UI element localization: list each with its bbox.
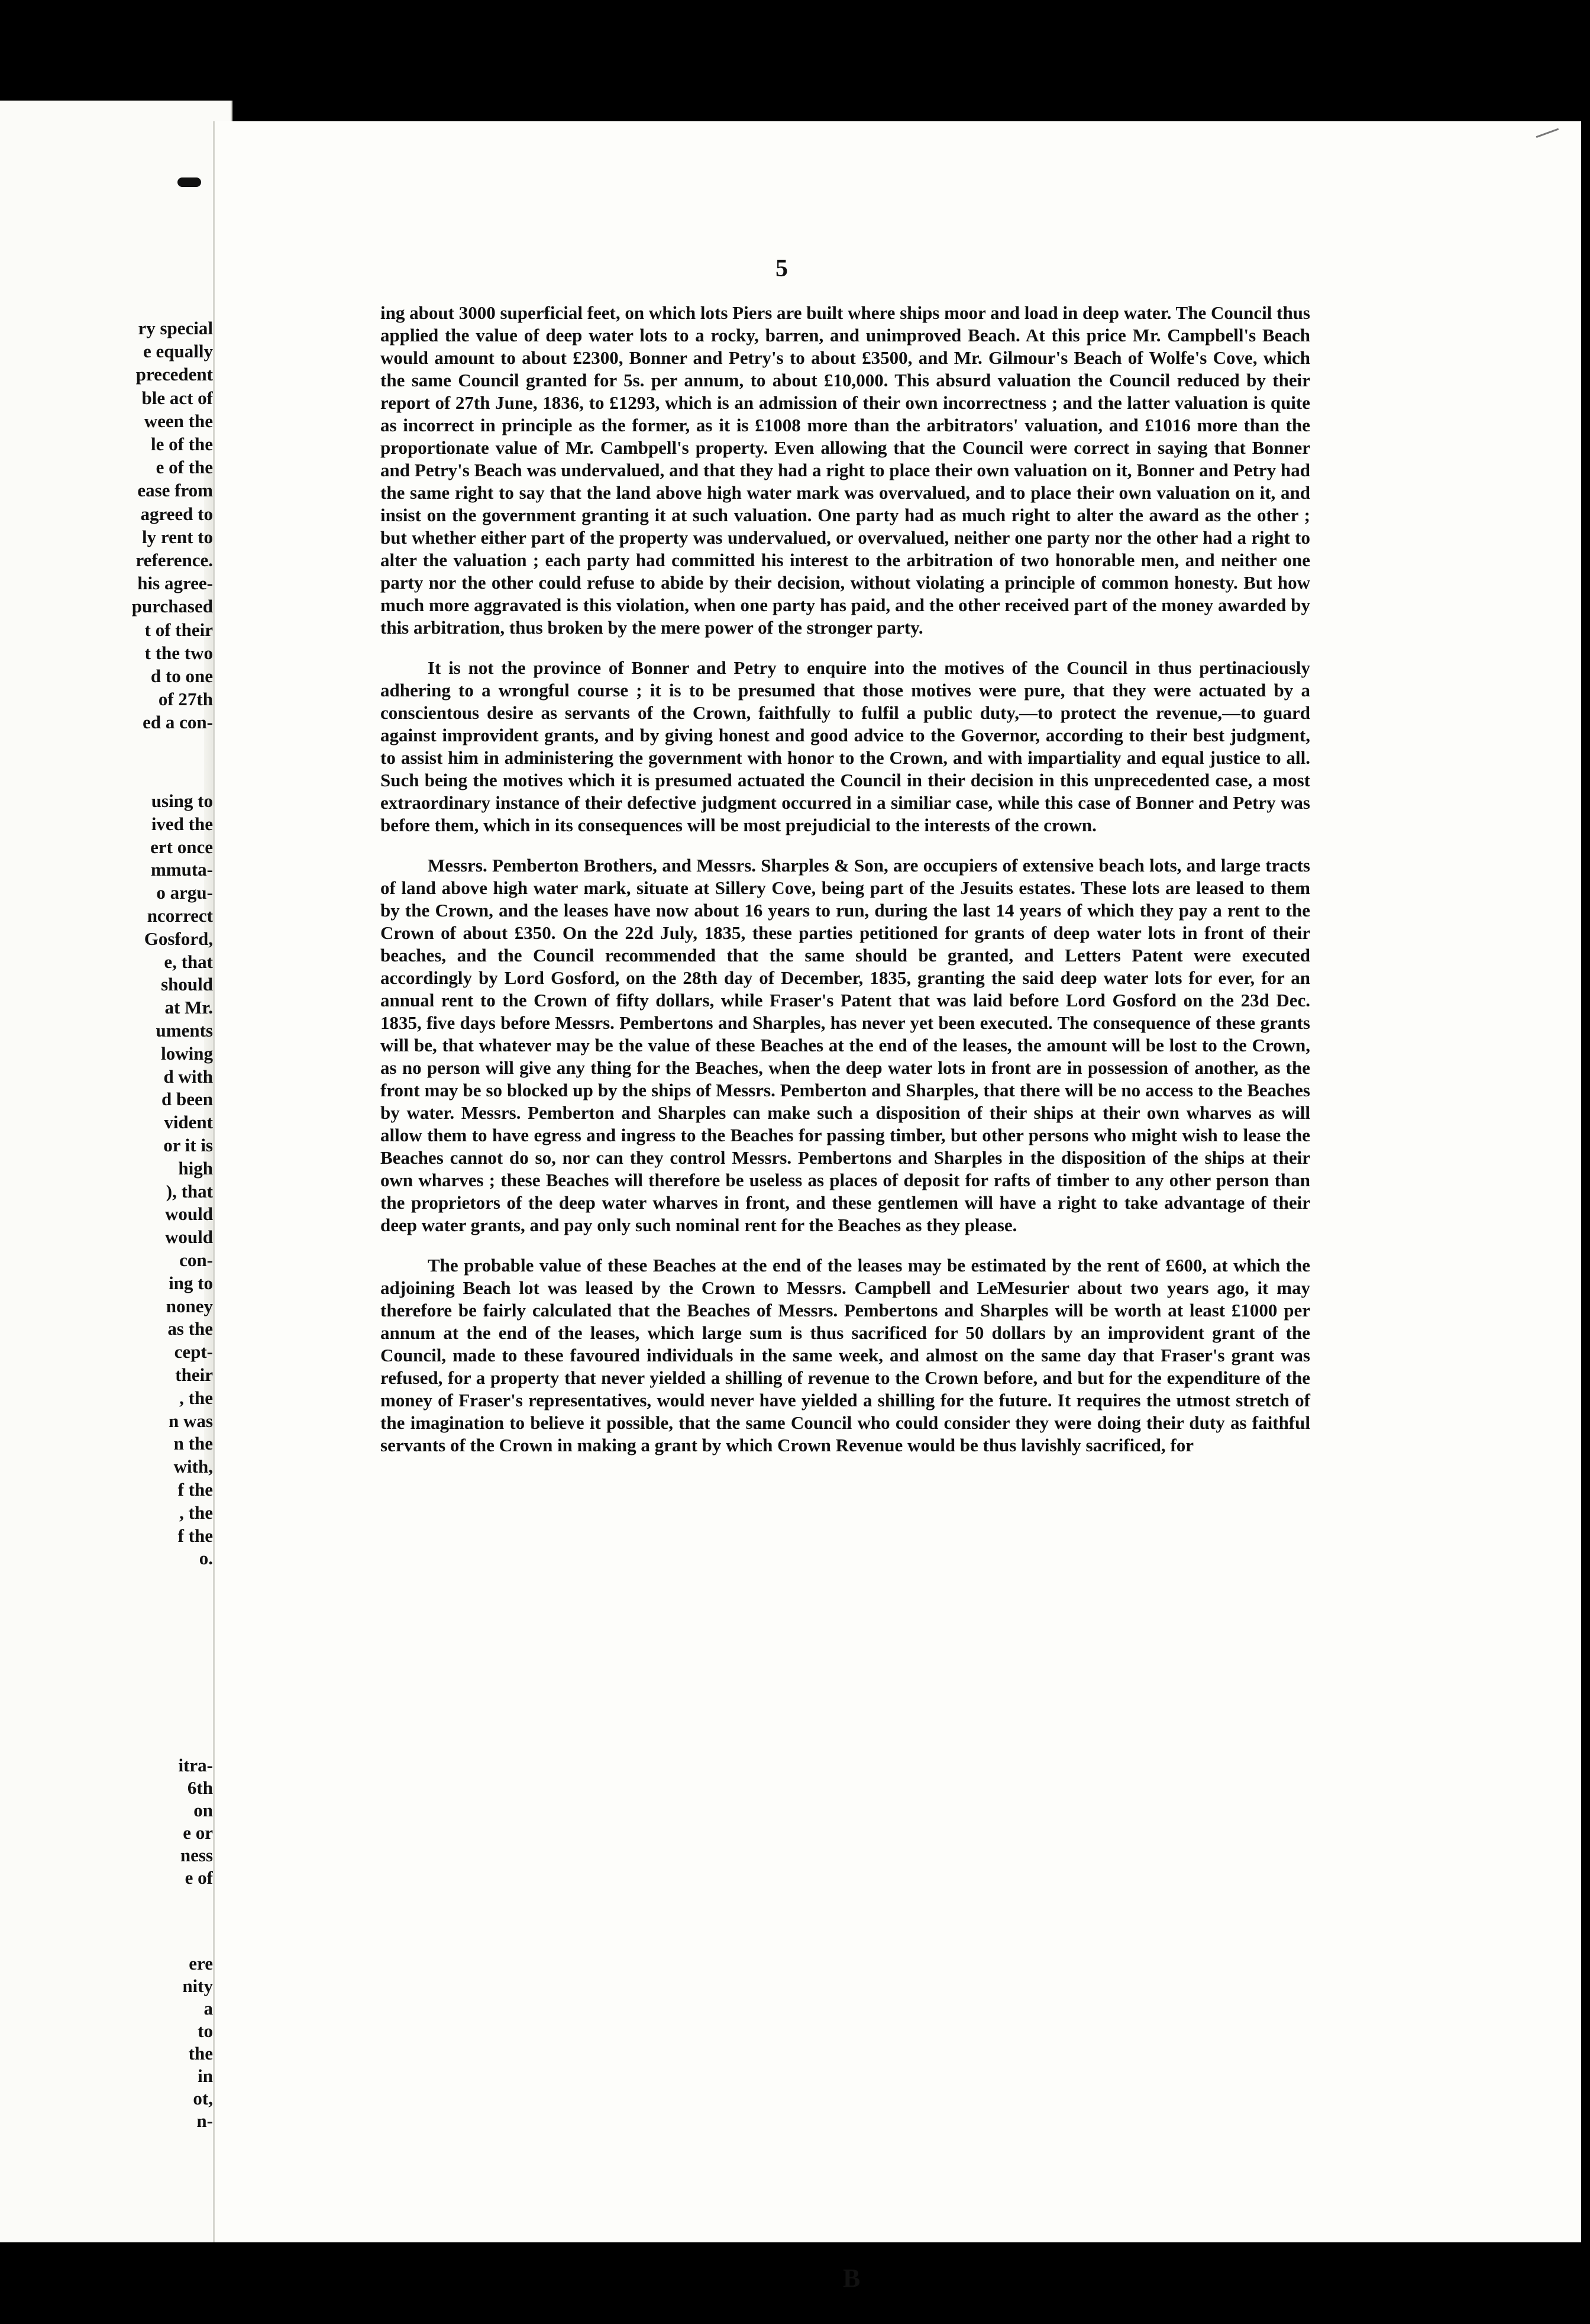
left-page-text-line: e or [183, 1822, 213, 1843]
left-page-text-line: nity [182, 1976, 213, 1996]
left-page-text-line: agreed to [140, 503, 213, 524]
left-page-text-middle [124, 790, 213, 1570]
left-facing-page [0, 101, 232, 2242]
left-page-text-top [124, 317, 213, 734]
left-page-text-line: itra- [178, 1755, 213, 1776]
left-page-text-line: their [175, 1364, 213, 1385]
left-page-text-line: t of their [144, 619, 213, 640]
left-page-text-line: in [198, 2065, 213, 2086]
left-page-text-line: vident [164, 1112, 213, 1133]
left-page-text-line: ed a con- [143, 712, 213, 733]
left-page-text-line: high [178, 1157, 213, 1179]
left-page-text-line: lowing [161, 1042, 213, 1064]
left-page-text-line: the [188, 2043, 213, 2064]
left-page-text-line: le of the [150, 434, 213, 455]
left-page-text-line: o. [199, 1548, 213, 1569]
left-page-text-line: ), that [166, 1180, 213, 1202]
left-page-text-line: n the [173, 1433, 213, 1454]
left-page-text-line: ot, [193, 2088, 213, 2109]
left-page-text-line: would [165, 1203, 213, 1225]
left-page-text-line: e of the [156, 457, 213, 478]
left-page-text-line: d to one [150, 666, 213, 687]
left-page-text-line: f the [177, 1525, 213, 1546]
left-page-text-line: Gosford, [144, 928, 213, 949]
left-page-text-line: mmuta- [150, 859, 213, 880]
left-page-text-line: should [161, 974, 213, 995]
left-page-text-line: of 27th [158, 689, 213, 710]
left-page-text-line: with, [173, 1456, 213, 1477]
left-page-text-line: ncorrect [147, 905, 213, 926]
document-page [213, 121, 1581, 2293]
left-page-text-line: on [193, 1800, 213, 1821]
left-page-text-line: e equally [143, 341, 213, 362]
left-page-text-lower [124, 1754, 213, 1889]
left-page-text-line: f the [177, 1479, 213, 1500]
left-page-text-line: at Mr. [164, 997, 213, 1018]
paragraph-4: The probable value of these Beaches at the end of the leases may be estimated by the rent of £600, at which the adjoining Beach lot was leased by the Crown to Messrs. Campbell and LeMesurier about two years ago, it may therefore be fairly calculated that the Beaches of Messrs. Pembertons and Sharples will be worth at least £1000 per annum at the end of the leases, which large sum is thus sacrificed for 50 dollars by an improvident grant of the Council, made to these favoured individuals in the same week, and almost on the same day that Fraser's grant was refused, for a property that never yielded a shilling of revenue to the Crown before, and but for the expenditure of the money of Fraser's representatives, would never have yielded a shilling for the future. It requires the utmost stretch of the imagination to believe it possible, that the same Council who could consider they were doing their duty as faithful servants of the Crown in making a grant by which Crown Revenue would be thus lavishly sacrificed, for [380, 1255, 1310, 1455]
left-page-text-line: ert once [150, 836, 213, 857]
paragraph-3: Messrs. Pemberton Brothers, and Messrs. Sharples & Son, are occupiers of extensive beach lots, and large tracts of land above high water mark, situate at Sillery Cove, being part of the Jesuits estates. These lots are leased to them by the Crown, and the leases have now about 16 years to run, during the last 14 years of which they pay a rent to the Crown of about £350. On the 22d July, 1835, these parties petitioned for grants of deep water lots in front of their beaches, and the Council recommended that the same should be granted, and Letters Patent were executed accordingly by Lord Gosford, on the 28th day of December, 1835, granting the said deep water lots for ever, for an annual rent to the Crown of fifty dollars, while Fraser's Patent that was laid before Lord Gosford on the 23d Dec. 1835, five days before Messrs. Pembertons and Sharples, has never yet been executed. The consequence of these grants will be, that whatever may be the value of these Beaches at the end of the leases, the amount will be lost to the Crown, as no person will give any thing for the Beaches, when the deep water lots in front are in possession of another, as the front may be so blocked up by the ships of Messrs. Pemberton and Sharples, that there will be no access to the Beaches by water. Messrs. Pemberton and Sharples can make such a disposition of their ships at their own wharves as will allow them to have egress and ingress to the Beaches for passing timber, but other persons who might wish to lease the Beaches cannot do so, nor can they control Messrs. Pembertons and Sharples in the disposition of the ships at their own wharves ; these Beaches will therefore be useless as places of deposit for rafts of timber to any other person than the proprietors of the deep water wharves in front, and these gentlemen will have a right to take advantage of their deep water grants, and pay only such nominal rent for the Beaches as they please. [380, 855, 1310, 1235]
left-page-text-line: ble act of [141, 387, 213, 408]
left-page-text-line: n was [169, 1410, 213, 1431]
left-page-text-line: n- [196, 2110, 213, 2131]
left-page-text-line: , the [179, 1387, 213, 1408]
left-page-text-line: cept- [174, 1341, 213, 1363]
left-page-text-line: e, that [164, 951, 213, 972]
ink-mark [177, 177, 201, 187]
left-page-text-line: 6th [187, 1777, 213, 1798]
left-page-text-line: ween the [144, 410, 213, 431]
left-page-text-line: his agree- [137, 573, 213, 594]
left-page-text-line: ness [180, 1845, 213, 1865]
left-page-text-line: ease from [137, 480, 213, 501]
left-page-text-line: reference. [135, 550, 213, 571]
left-page-text-line: con- [179, 1249, 213, 1270]
signature-mark: B [843, 2264, 861, 2293]
left-page-text-line: e of [185, 1867, 213, 1888]
left-page-text-line: o argu- [156, 882, 213, 903]
left-page-text-line: to [198, 2020, 213, 2041]
left-page-text-line: , the [179, 1502, 213, 1523]
left-page-text-line: or it is [163, 1134, 213, 1155]
paragraph-1: ing about 3000 superficial feet, on which lots Piers are built where ships moor and load in deep water. The Council thus applied the value of deep water lots to a rocky, barren, and unimproved Beach. At this price Mr. Campbell's Beach would amount to about £2300, Bonner and Petry's to about £3500, and Mr. Gilmour's Beach of Wolfe's Cove, which the same Council granted for 5s. per annum, to about £10,000. This absurd valuation the Council reduced by their report of 27th June, 1836, to £1293, which is an admission of their own incorrectness ; and the latter valuation is quite as incorrect in principle as the former, as it is £1008 more than the arbitrators' valuation, and £1016 more than the proportionate value of Mr. Cambpell's property. Even allowing that the Council were correct in saying that Bonner and Petry's Beach was undervalued, and that they had a right to place their own valuation on it, Bonner and Petry had the same right to say that the land above high water mark was overvalued, and to place their own valuation on it, and insist on the government granting it at such valuation. One party had as much right to alter the award as the other ; but whether either part of the property was undervalued, or overvalued, neither one party nor the other had a right to alter the valuation ; each party had committed his interest to the arbitration of two honorable men, and neither one party nor the other could refuse to abide by their decision, without violating a principle of common honesty. But how much more aggravated is this violation, when one party has paid, and the other received part of the money awarded by this arbitration, thus broken by the mere power of the stronger party. [380, 302, 1310, 638]
left-page-text-line: d with [163, 1066, 213, 1087]
left-page-text-line: d been [161, 1089, 213, 1110]
page-number: 5 [775, 255, 788, 282]
left-page-text-line: ing to [169, 1272, 213, 1293]
left-page-text-line: noney [166, 1295, 213, 1316]
left-page-text-line: precedent [135, 364, 213, 385]
left-page-text-line: t the two [144, 642, 213, 663]
left-page-text-line: purchased [131, 596, 213, 617]
left-page-text-line: ere [189, 1953, 213, 1974]
paragraph-2: It is not the province of Bonner and Petry to enquire into the motives of the Council in thus pertinaciously adhering to a wrongful course ; it is to be presumed that those motives were pure, that they were actuated by a conscientous desire as servants of the Crown, faithfully to fulfil a public duty,—to protect the revenue,—to guard against improvident grants, and by giving honest and good advice to the Governor, according to their best judgment, to assist him in administering the government with honor to the Crown, and with impartiality and equal justice to all. Such being the motives which it is presumed actuated the Council in their decision in this unprecedented case, a most extraordinary instance of their defective judgment occurred in a similiar case, while this case of Bonner and Petry was before them, which in its consequences will be most prejudicial to the interests of the crown. [380, 657, 1310, 835]
left-page-text-line: would [165, 1226, 213, 1248]
left-page-text-bottom [124, 1952, 213, 2132]
left-page-text-line: as the [167, 1318, 213, 1339]
left-page-text-line: a [203, 1998, 213, 2019]
left-page-text-line: ived the [151, 813, 213, 834]
page-body [380, 302, 1310, 1457]
left-page-text-line: ly rent to [142, 526, 213, 547]
left-page-text-line: ry special [138, 318, 213, 338]
left-page-text-line: uments [156, 1019, 213, 1041]
corner-scratch [1536, 128, 1562, 145]
left-page-text-line: using to [151, 790, 213, 811]
